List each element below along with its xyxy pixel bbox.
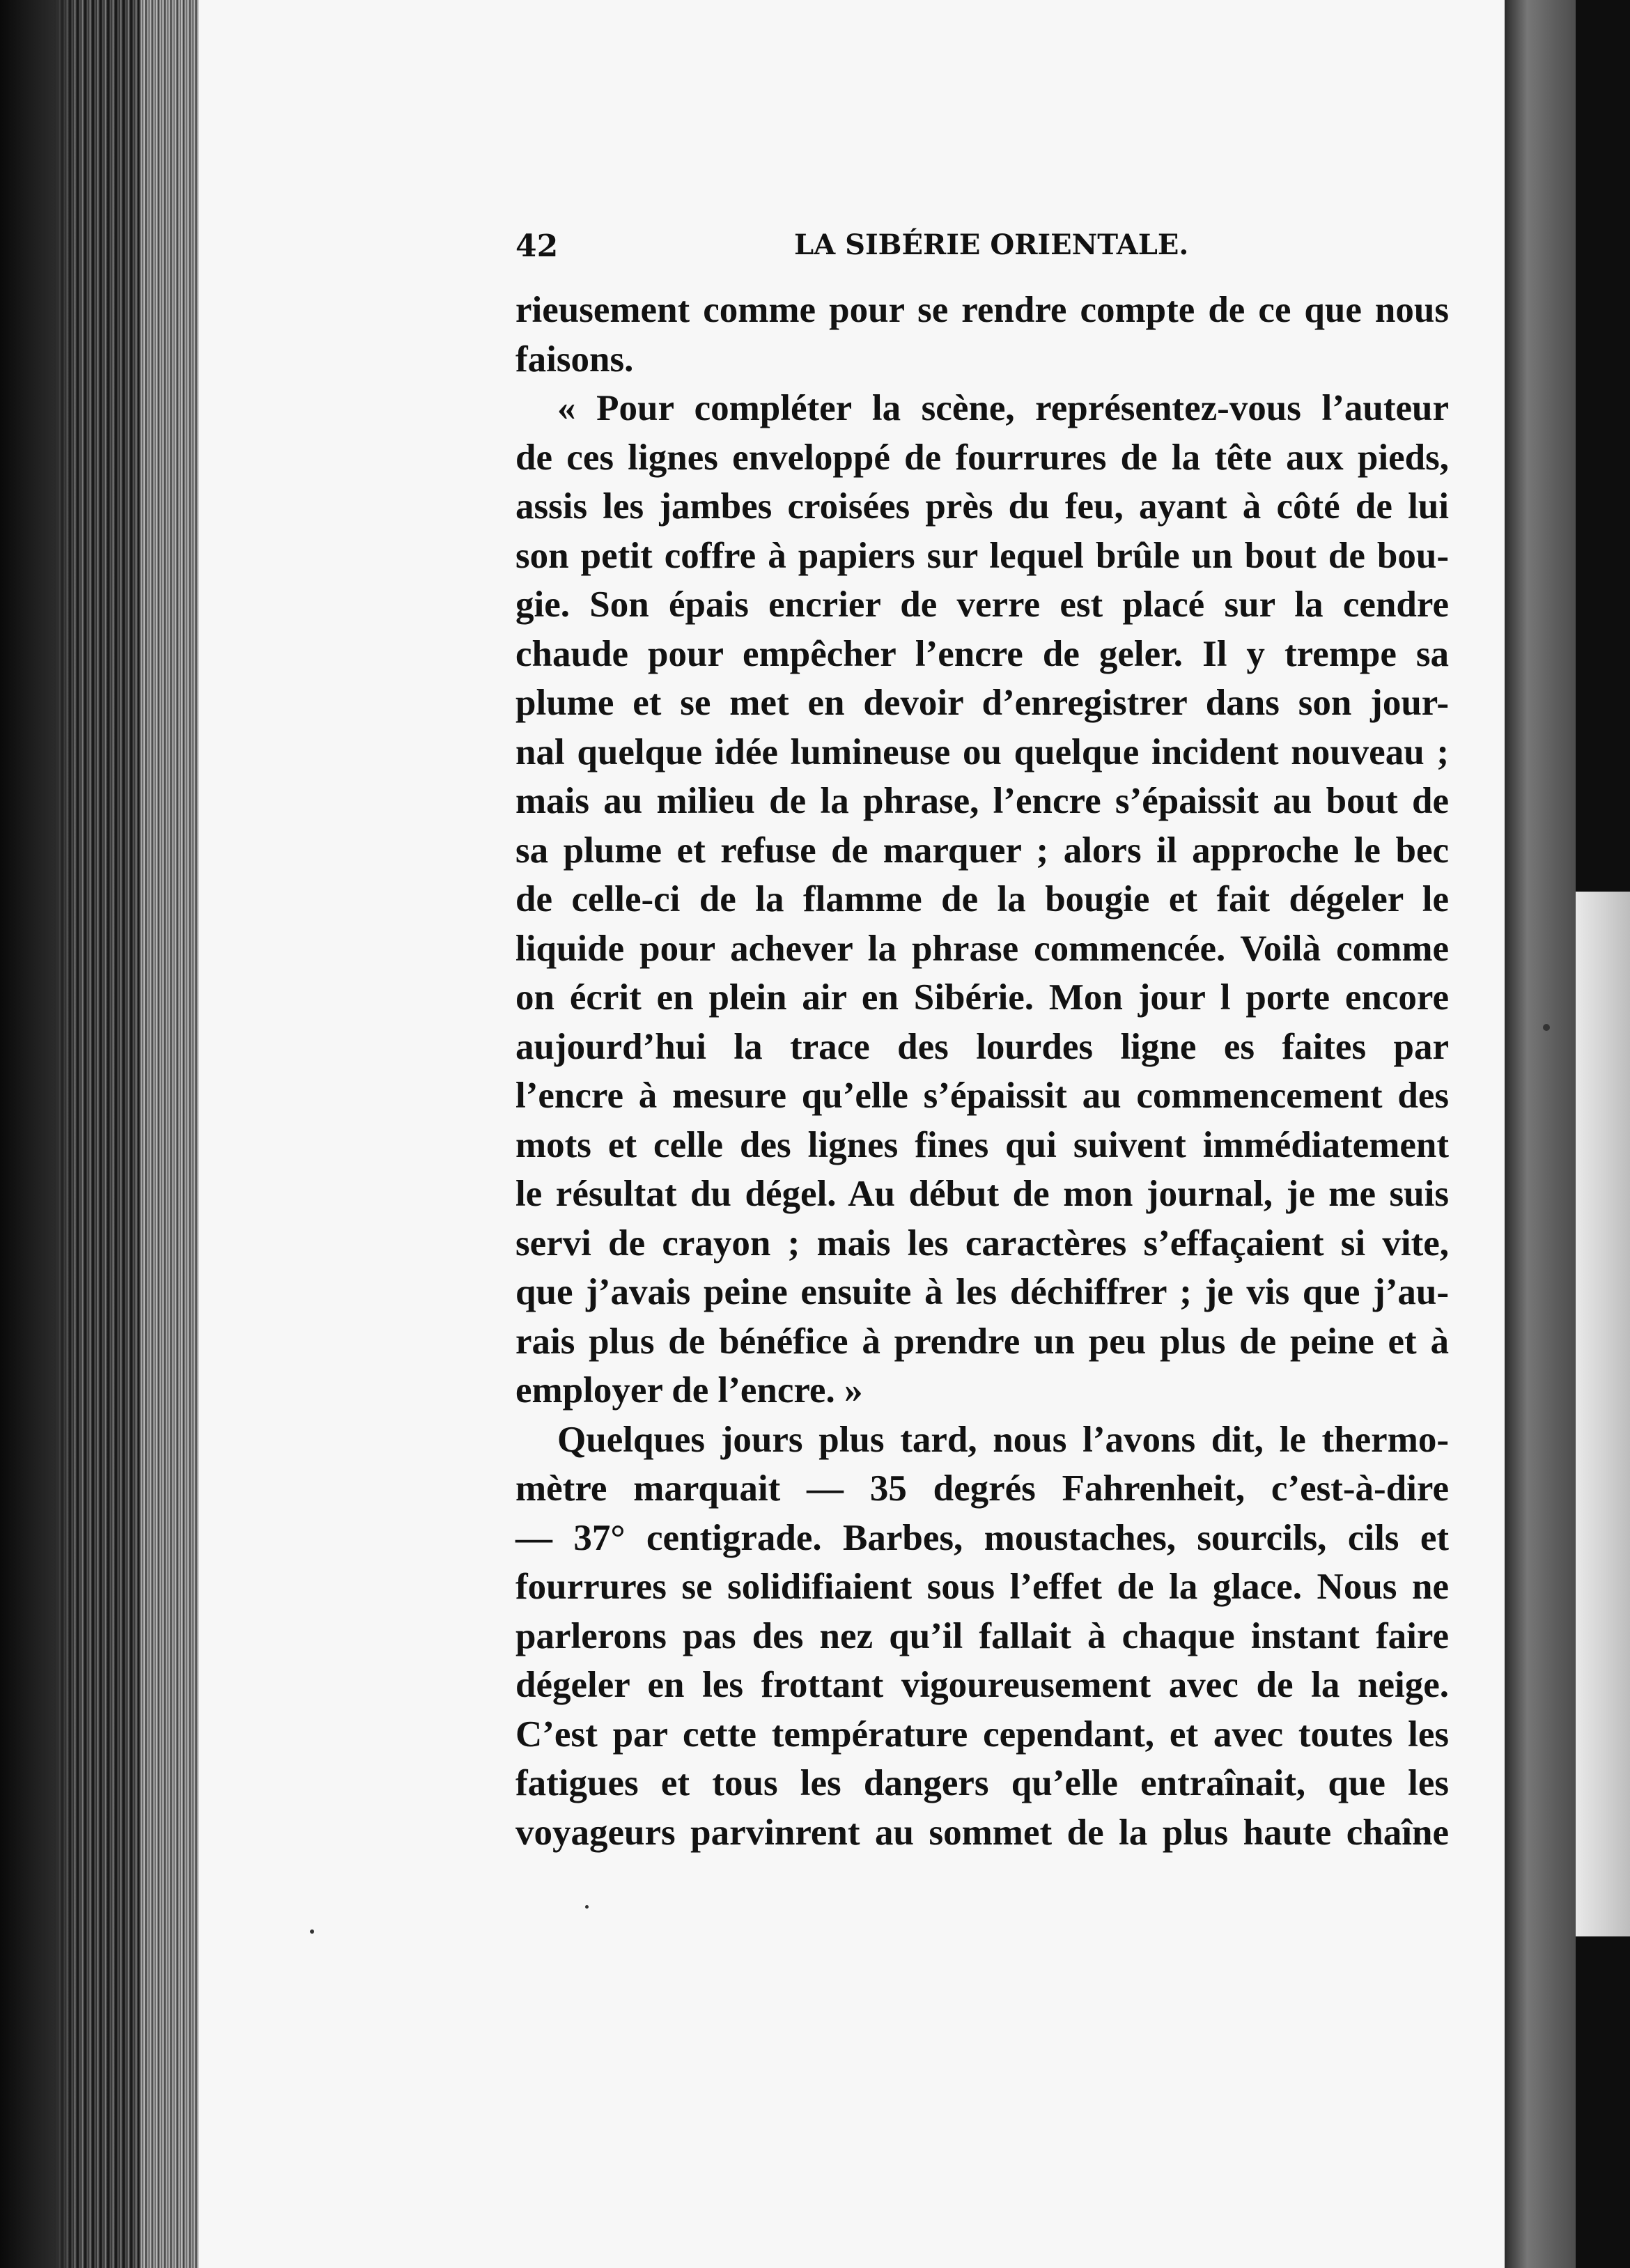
text-line: le résultat du dégel. Au début de mon journal, je me suis: [515, 1174, 1449, 1214]
text-line: plume et se met en devoir d’enregistrer dans son jour-: [515, 683, 1449, 723]
text-line: l’encre à mesure qu’elle s’épaissit au commencement des: [515, 1075, 1449, 1116]
text-line: son petit coffre à papiers sur lequel brûle un bout de bou-: [515, 535, 1449, 576]
text-line: mètre marquait — 35 degrés Fahrenheit, c’est-à-dire: [515, 1468, 1449, 1509]
text-line: servi de crayon ; mais les caractères s’effaçaient si vite,: [515, 1222, 1449, 1264]
text-line: que j’avais peine ensuite à les déchiffrer ; je vis que j’au-: [515, 1272, 1449, 1312]
text-line: mots et celle des lignes fines qui suivent immédiatement: [515, 1124, 1449, 1165]
text-line: employer de l’encre. »: [515, 1370, 863, 1411]
text-line: de ces lignes enveloppé de fourrures de la tête aux pieds,: [515, 437, 1449, 478]
text-line: de celle-ci de la flamme de la bougie et fait dégeler le: [515, 879, 1449, 919]
body-text: [515, 286, 1449, 1857]
page-number: 42: [515, 228, 559, 264]
text-line: rieusement comme pour se rendre compte de ce que nous: [515, 290, 1449, 330]
text-line: Quelques jours plus tard, nous l’avons dit, le thermo-: [557, 1419, 1449, 1460]
page-stack-edge: [139, 0, 199, 2268]
running-title: LA SIBÉRIE ORIENTALE.: [794, 228, 1189, 261]
text-line: faisons.: [515, 339, 634, 380]
text-line: C’est par cette température cependant, et avec toutes les: [515, 1714, 1449, 1755]
right-light-strip: [1576, 892, 1630, 1936]
text-line: dégeler en les frottant vigoureusement avec de la neige.: [515, 1665, 1449, 1705]
text-line: gie. Son épais encrier de verre est placé sur la cendre: [515, 584, 1449, 625]
text-line: assis les jambes croisées près du feu, ayant à côté de lui: [515, 486, 1449, 527]
text-line: « Pour compléter la scène, représentez-vous l’auteur: [557, 388, 1449, 428]
text-line: liquide pour achever la phrase commencée. Voilà comme: [515, 928, 1449, 969]
binding-shadow: [0, 0, 77, 2268]
text-line: fatigues et tous les dangers qu’elle entraînait, que les: [515, 1763, 1449, 1803]
text-line: parlerons pas des nez qu’il fallait à chaque instant faire: [515, 1615, 1449, 1656]
text-line: fourrures se solidifiaient sous l’effet de la glace. Nous ne: [515, 1567, 1449, 1607]
text-line: on écrit en plein air en Sibérie. Mon jour l porte encore: [515, 977, 1449, 1018]
text-line: aujourd’hui la trace des lourdes ligne es faites par: [515, 1026, 1449, 1067]
text-line: chaude pour empêcher l’encre de geler. Il y trempe sa: [515, 633, 1449, 674]
text-line: rais plus de bénéfice à prendre un peu plus de peine et à: [515, 1321, 1449, 1362]
text-line: voyageurs parvinrent au sommet de la plus haute chaîne: [515, 1812, 1449, 1853]
text-line: — 37° centigrade. Barbes, moustaches, sourcils, cils et: [515, 1517, 1449, 1558]
text-line: sa plume et refuse de marquer ; alors il approche le bec: [515, 830, 1449, 871]
text-line: mais au milieu de la phrase, l’encre s’épaissit au bout de: [515, 781, 1449, 821]
text-line: nal quelque idée lumineuse ou quelque incident nouveau ;: [515, 731, 1449, 772]
